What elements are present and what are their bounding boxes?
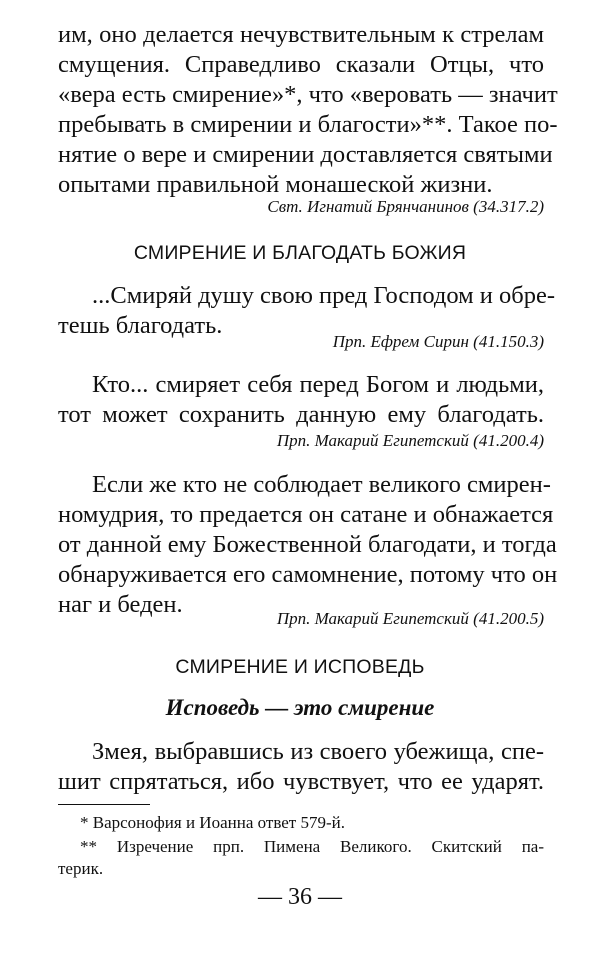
attribution: Свт. Игнатий Брянчанинов (34.317.2) [267,197,544,216]
text-line: смущения. Справедливо сказали Отцы, что [58,51,544,78]
attribution: Прп. Макарий Египетский (41.200.4) [276,431,544,450]
text-line: номудрия, то предается он сатане и обнажается [58,501,554,528]
paragraph [58,737,544,797]
attribution: Прп. Макарий Египетский (41.200.5) [276,609,544,628]
text-line: тешь благодать. [58,312,223,339]
text-line: шит спрятаться, ибо чувствует, что ее ударят. [58,768,544,795]
text-line: Кто... смиряет себя перед Богом и людьми, [92,371,544,398]
footnote [58,836,544,880]
text-line: обнаруживается его самомнение, потому что он [58,561,558,588]
footnote-marker: ** [80,837,97,856]
text-line: пребывать в смирении и благости»**. Такое по- [58,111,558,138]
footnote-text: Варсонофия и Иоанна ответ 579-й. [92,813,345,832]
text-line: Змея, выбравшись из своего убежища, спе- [92,738,544,765]
section-subheading: Исповедь — это смирение [165,695,435,720]
footnote-divider [58,804,150,805]
text-line: опытами правильной монашеской жизни. [58,171,493,198]
text-line: им, оно делается нечувствительным к стрелам [58,21,544,48]
text-line: ...Смиряй душу свою пред Господом и обре- [92,282,556,309]
text-line: тот может сохранить данную ему благодать. [58,401,544,428]
footnote-text: Изречение прп. Пимена Великого. Скитский па- [116,837,545,856]
text-line: наг и беден. [58,591,183,618]
section-heading: СМИРЕНИЕ И ИСПОВЕДЬ [175,656,425,678]
text-line: нятие о вере и смирении доставляется святыми [58,141,553,168]
quote [58,470,558,620]
footnote [58,812,544,834]
paragraph-intro [58,20,558,200]
quote [58,370,544,430]
section-heading: СМИРЕНИЕ И БЛАГОДАТЬ БОЖИЯ [133,242,467,264]
footnote-text: терик. [58,859,104,878]
text-line: от данной ему Божественной благодати, и тогда [58,531,557,558]
footnote-marker: * [80,813,89,832]
text-line: «вера есть смирение»*, что «веровать — значит [58,81,558,108]
text-line: Если же кто не соблюдает великого смирен- [92,471,551,498]
attribution: Прп. Ефрем Сирин (41.150.3) [332,332,544,351]
page-number: — 36 — [258,884,342,910]
